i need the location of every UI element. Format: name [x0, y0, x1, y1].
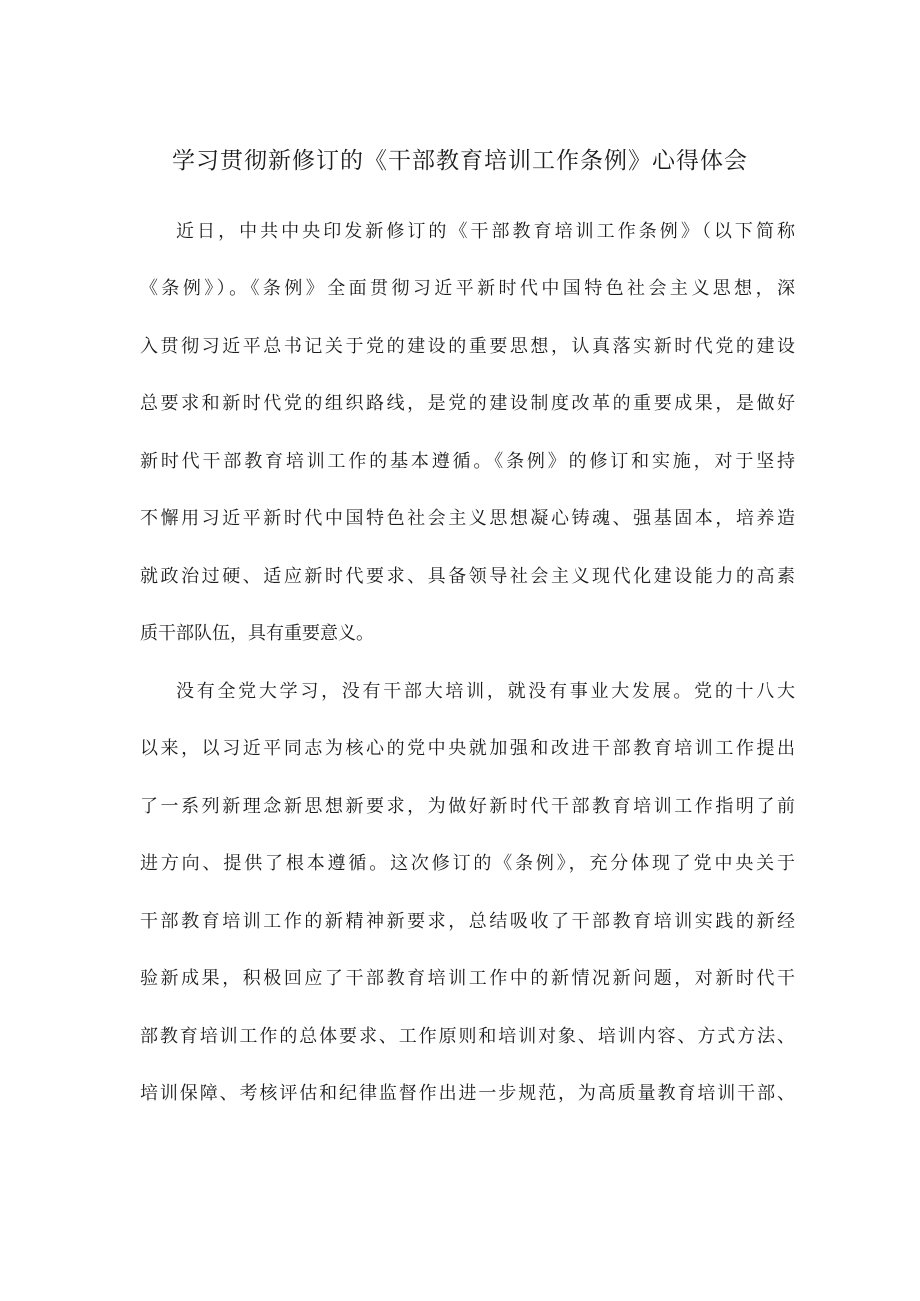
paragraph-line: 进方向、提供了根本遵循。这次修订的《条例》，充分体现了党中央关于: [140, 853, 795, 874]
paragraph-line: 入贯彻习近平总书记关于党的建设的重要思想，认真落实新时代党的建设: [140, 336, 795, 357]
paragraph-line: 部教育培训工作的总体要求、工作原则和培训对象、培训内容、方式方法、: [140, 1026, 795, 1047]
paragraph-line: 《条例》）。《条例》全面贯彻习近平新时代中国特色社会主义思想，深: [140, 278, 795, 299]
paragraph-line: 没有全党大学习，没有干部大培训，就没有事业大发展。党的十八大: [176, 681, 795, 702]
paragraph-line: 了一系列新理念新思想新要求，为做好新时代干部教育培训工作指明了前: [140, 796, 795, 817]
paragraph-line: 干部教育培训工作的新精神新要求，总结吸收了干部教育培训实践的新经: [140, 911, 795, 932]
paragraph-line: 新时代干部教育培训工作的基本遵循。《条例》的修订和实施，对于坚持: [140, 451, 795, 472]
paragraph-line: 就政治过硬、适应新时代要求、具备领导社会主义现代化建设能力的高素: [140, 566, 795, 587]
paragraph-line: 不懈用习近平新时代中国特色社会主义思想凝心铸魂、强基固本，培养造: [140, 508, 795, 529]
document-title: 学习贯彻新修订的《干部教育培训工作条例》心得体会: [172, 148, 748, 174]
paragraph-line: 近日，中共中央印发新修订的《干部教育培训工作条例》（以下简称: [176, 221, 795, 242]
paragraph-line: 以来，以习近平同志为核心的党中央就加强和改进干部教育培训工作提出: [140, 738, 795, 759]
paragraph-line: 总要求和新时代党的组织路线，是党的建设制度改革的重要成果，是做好: [140, 393, 795, 414]
paragraph-line: 验新成果，积极回应了干部教育培训工作中的新情况新问题，对新时代干: [140, 968, 795, 989]
paragraph-line: 质干部队伍，具有重要意义。: [140, 623, 374, 644]
paragraph-line: 培训保障、考核评估和纪律监督作出进一步规范，为高质量教育培训干部、: [140, 1083, 795, 1104]
